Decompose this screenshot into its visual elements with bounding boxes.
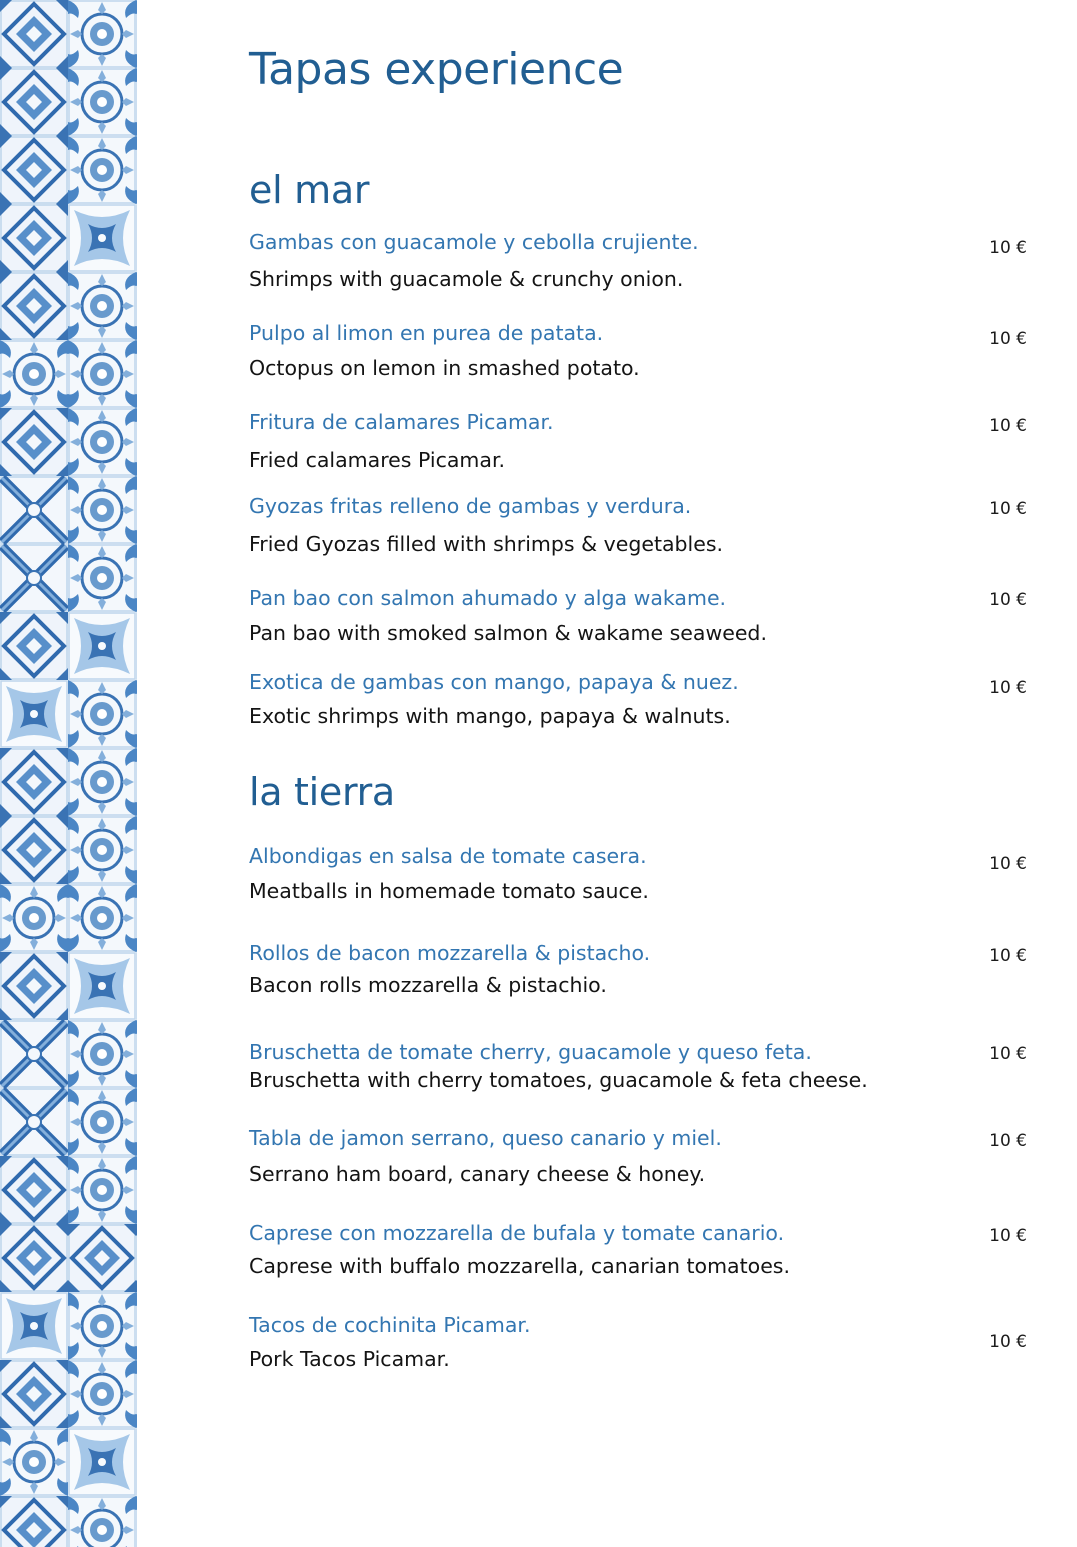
menu-item [249,844,1039,914]
section-title-la-tierra: la tierra [249,770,395,814]
menu-page [249,0,1039,1547]
item-name-spanish: Fritura de calamares Picamar. [249,410,554,434]
item-name-spanish: Tacos de cochinita Picamar. [249,1313,531,1337]
item-price: 10 € [989,678,1027,698]
item-name-english: Caprese with buffalo mozzarella, canarian tomatoes. [249,1254,790,1278]
menu-item [249,1126,1039,1196]
item-name-spanish: Exotica de gambas con mango, papaya & nuez. [249,670,739,694]
item-price: 10 € [989,590,1027,610]
item-name-spanish: Gyozas fritas relleno de gambas y verdura. [249,494,692,518]
item-name-english: Octopus on lemon in smashed potato. [249,356,640,380]
item-price: 10 € [989,329,1027,349]
item-price: 10 € [989,1131,1027,1151]
item-price: 10 € [989,946,1027,966]
item-name-spanish: Caprese con mozzarella de bufala y tomate canario. [249,1221,785,1245]
menu-item [249,1313,1039,1383]
item-name-english: Pan bao with smoked salmon & wakame seaweed. [249,621,767,645]
menu-item [249,410,1039,480]
page-title: Tapas experience [249,44,624,95]
menu-item [249,230,1039,300]
section-title-el-mar: el mar [249,168,370,212]
menu-item [249,941,1039,1011]
decorative-tile-border [0,0,137,1547]
item-name-spanish: Pan bao con salmon ahumado y alga wakame. [249,586,727,610]
menu-item [249,1040,1039,1110]
item-name-spanish: Rollos de bacon mozzarella & pistacho. [249,941,651,965]
item-name-english: Fried calamares Picamar. [249,448,506,472]
item-name-english: Fried Gyozas filled with shrimps & vegetables. [249,532,724,556]
item-name-spanish: Bruschetta de tomate cherry, guacamole y queso feta. [249,1040,812,1064]
item-name-english: Shrimps with guacamole & crunchy onion. [249,267,684,291]
menu-item [249,1221,1039,1291]
item-price: 10 € [989,854,1027,874]
item-price: 10 € [989,1332,1027,1352]
item-price: 10 € [989,238,1027,258]
item-name-spanish: Pulpo al limon en purea de patata. [249,321,604,345]
menu-item [249,586,1039,656]
item-name-english: Serrano ham board, canary cheese & honey. [249,1162,706,1186]
menu-item [249,670,1039,740]
item-name-spanish: Albondigas en salsa de tomate casera. [249,844,647,868]
menu-item [249,494,1039,564]
item-name-english: Meatballs in homemade tomato sauce. [249,879,649,903]
item-name-spanish: Gambas con guacamole y cebolla crujiente. [249,230,699,254]
menu-item [249,321,1039,391]
item-price: 10 € [989,1044,1027,1064]
item-name-english: Bacon rolls mozzarella & pistachio. [249,973,607,997]
item-price: 10 € [989,499,1027,519]
item-price: 10 € [989,416,1027,436]
item-name-spanish: Tabla de jamon serrano, queso canario y miel. [249,1126,722,1150]
item-price: 10 € [989,1226,1027,1246]
item-name-english: Pork Tacos Picamar. [249,1347,450,1371]
item-name-english: Bruschetta with cherry tomatoes, guacamole & feta cheese. [249,1068,868,1092]
item-name-english: Exotic shrimps with mango, papaya & walnuts. [249,704,731,728]
